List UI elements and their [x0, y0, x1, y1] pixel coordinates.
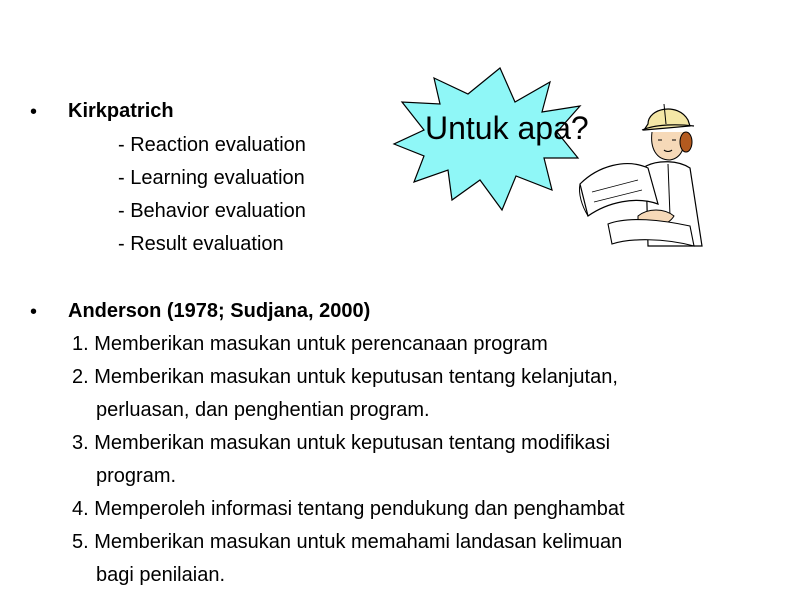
bullet-kirkpatrich: • [30, 101, 38, 123]
kirkpatrich-item-reaction: - Reaction evaluation [118, 134, 306, 156]
anderson-item-2: 2. Memberikan masukan untuk keputusan tentang kelanjutan, [72, 366, 618, 388]
kirkpatrich-heading: Kirkpatrich [68, 100, 174, 122]
anderson-item-4: 4. Memperoleh informasi tentang pendukung dan penghambat [72, 498, 625, 520]
anderson-item-5-cont: bagi penilaian. [96, 564, 225, 586]
anderson-item-1: 1. Memberikan masukan untuk perencanaan program [72, 333, 548, 355]
kirkpatrich-item-learning: - Learning evaluation [118, 167, 305, 189]
kirkpatrich-item-behavior: - Behavior evaluation [118, 200, 306, 222]
anderson-item-3: 3. Memberikan masukan untuk keputusan tentang modifikasi [72, 432, 611, 454]
anderson-item-2-cont: perluasan, dan penghentian program. [96, 399, 430, 421]
anderson-item-3-cont: program. [96, 465, 177, 487]
anderson-item-5: 5. Memberikan masukan untuk memahami landasan kelimuan [72, 531, 623, 553]
callout-text: Untuk apa? [425, 110, 589, 146]
bullet-anderson: • [30, 301, 38, 323]
construction-worker-icon [578, 96, 708, 256]
kirkpatrich-item-result: - Result evaluation [118, 233, 284, 255]
anderson-heading: Anderson (1978; Sudjana, 2000) [68, 300, 371, 322]
